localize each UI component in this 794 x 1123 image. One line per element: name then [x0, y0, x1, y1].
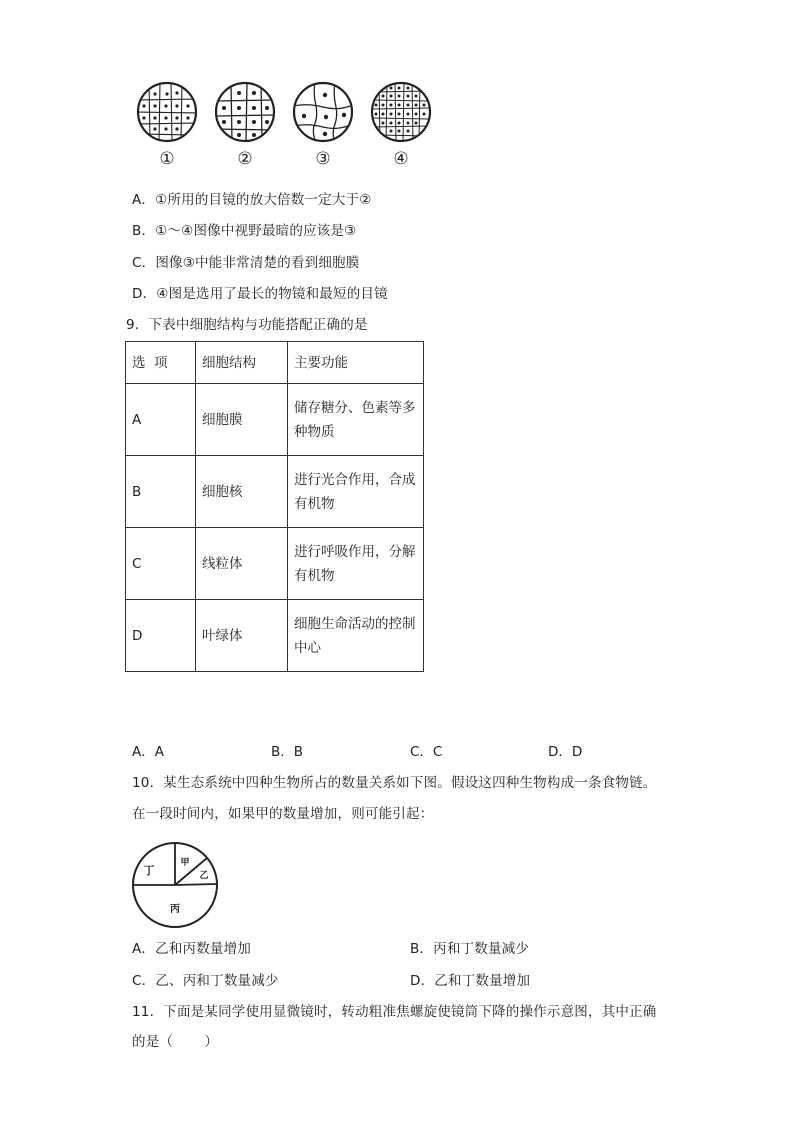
q9-option-d: D．D: [548, 744, 583, 760]
q9-option-c: C．C: [410, 744, 443, 760]
q10-stem-line-1: 10．某生态系统中四种生物所占的数量关系如下图。假设这四种生物构成一条食物链。: [132, 775, 657, 791]
population-pie-figure: [128, 838, 224, 934]
figure-label-4: ④: [393, 149, 409, 169]
q11-stem-line-1: 11．下面是某同学使用显微镜时，转动粗准焦螺旋使镜筒下降的操作示意图，其中正确: [132, 1004, 657, 1020]
table-header-cell: 细胞结构: [196, 342, 288, 384]
table-row: [126, 384, 424, 456]
q8-option-c: C．图像③中能非常清楚的看到细胞膜: [132, 255, 360, 271]
table-header-row: [126, 342, 424, 384]
microscope-views-figure: [130, 72, 440, 152]
q11-stem-line-2: 的是（ ）: [132, 1034, 219, 1050]
q10-stem-line-2: 在一段时间内，如果甲的数量增加，则可能引起：: [132, 806, 434, 822]
microscope-view-3: [293, 82, 353, 142]
q9-option-b: B．B: [271, 744, 304, 760]
q9-table: [125, 341, 424, 672]
table-cell: 进行光合作用，合成有机物: [288, 456, 424, 528]
table-row: [126, 600, 424, 672]
q9-stem: 9．下表中细胞结构与功能搭配正确的是: [126, 317, 368, 333]
pie-label-yi: 乙: [199, 871, 209, 881]
table-cell: 储存糖分、色素等多种物质: [288, 384, 424, 456]
table-cell: D: [126, 600, 196, 672]
q8-option-d: D．④图是选用了最长的物镜和最短的目镜: [132, 286, 388, 302]
q10-option-b: B．丙和丁数量减少: [410, 941, 530, 957]
table-cell: 线粒体: [196, 528, 288, 600]
table-cell: B: [126, 456, 196, 528]
table-header-cell: 主要功能: [288, 342, 424, 384]
microscope-view-2: [215, 82, 275, 142]
pie-label-ding: 丁: [143, 864, 155, 877]
table-cell: 叶绿体: [196, 600, 288, 672]
table-row: [126, 456, 424, 528]
table-cell: C: [126, 528, 196, 600]
table-cell: A: [126, 384, 196, 456]
pie-label-bing: 丙: [170, 904, 180, 915]
microscope-view-1: [137, 82, 197, 142]
table-row: [126, 528, 424, 600]
figure-label-1: ①: [159, 149, 175, 169]
q9-option-a: A．A: [132, 744, 164, 760]
figure-label-2: ②: [237, 149, 253, 169]
table-cell: 细胞核: [196, 456, 288, 528]
table-cell: 细胞生命活动的控制中心: [288, 600, 424, 672]
q8-option-a: A．①所用的目镜的放大倍数一定大于②: [132, 192, 372, 208]
q8-option-b: B．①～④图像中视野最暗的应该是③: [132, 223, 357, 239]
figure-label-3: ③: [315, 149, 331, 169]
q10-option-c: C．乙、丙和丁数量减少: [132, 973, 279, 989]
pie-label-jia: 甲: [180, 858, 190, 868]
table-cell: 细胞膜: [196, 384, 288, 456]
q10-option-d: D．乙和丁数量增加: [410, 973, 531, 989]
table-header-cell: 选 项: [126, 342, 196, 384]
q10-option-a: A．乙和丙数量增加: [132, 941, 252, 957]
table-cell: 进行呼吸作用，分解有机物: [288, 528, 424, 600]
microscope-view-4: [371, 82, 431, 142]
